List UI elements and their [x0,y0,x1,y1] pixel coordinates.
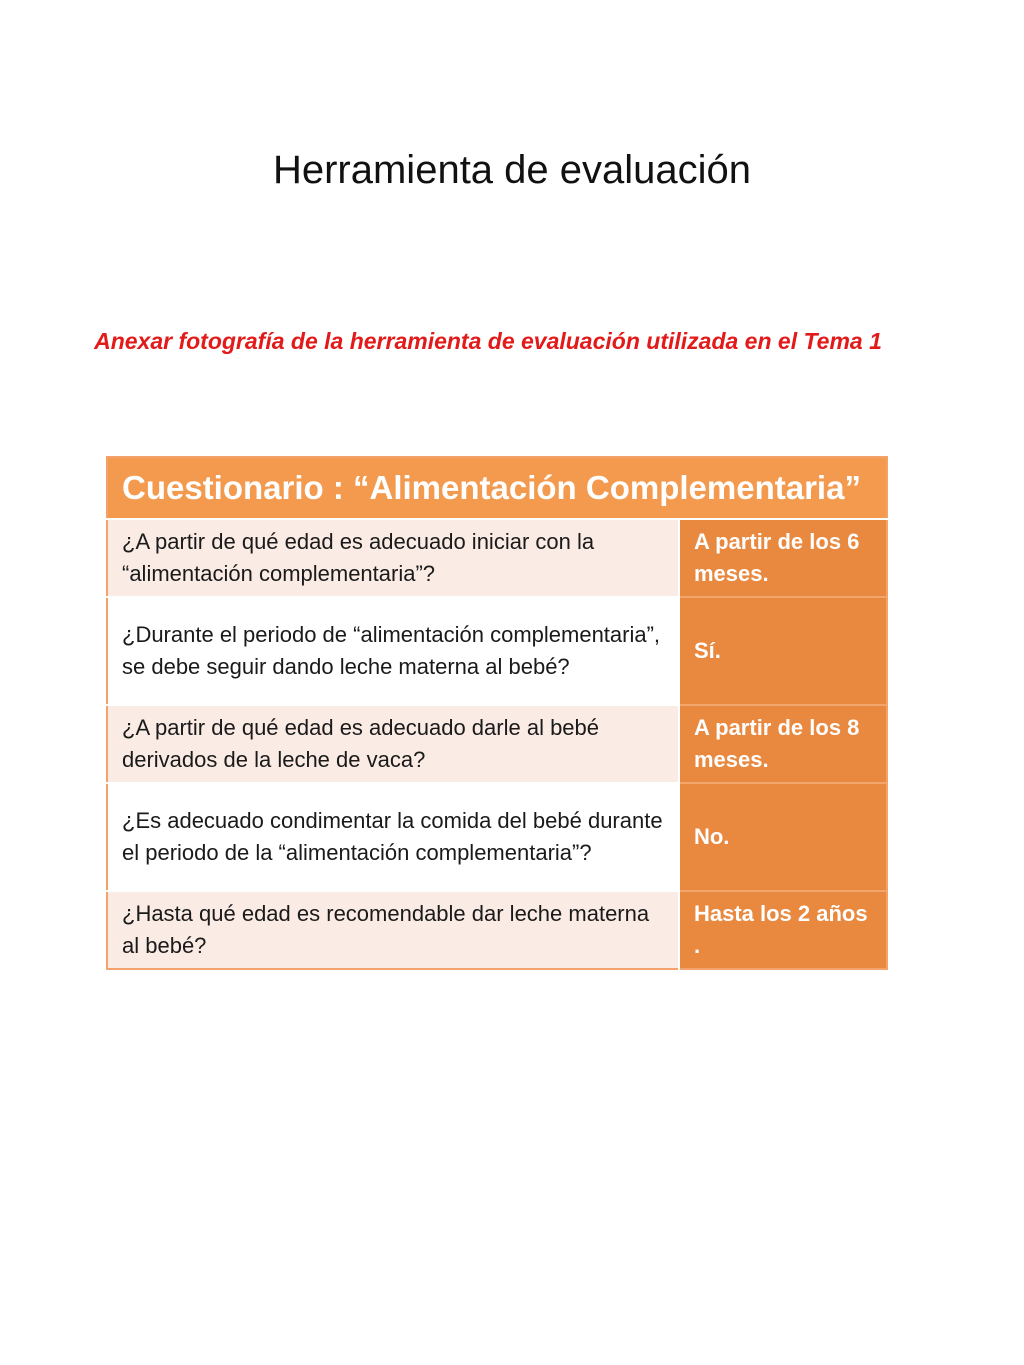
answer-cell: A partir de los 8 meses. [679,705,887,783]
questionnaire-table [106,456,888,970]
table-row [107,705,887,783]
page-title: Herramienta de evaluación [272,148,752,192]
question-cell: ¿A partir de qué edad es adecuado iniciar con la “alimentación complementaria”? [107,519,679,597]
questionnaire-header-row [107,457,887,519]
answer-cell: Hasta los 2 años . [679,891,887,969]
page-subtitle: Anexar fotografía de la herramienta de evaluación utilizada en el Tema 1 [94,328,882,354]
questionnaire-title: Cuestionario : “Alimentación Complementaria” [107,457,887,519]
table-row [107,519,887,597]
table-row [107,891,887,969]
answer-cell: No. [679,783,887,891]
question-cell: ¿Hasta qué edad es recomendable dar leche materna al bebé? [107,891,679,969]
question-cell: ¿Es adecuado condimentar la comida del bebé durante el periodo de la “alimentación complementaria”? [107,783,679,891]
question-cell: ¿Durante el periodo de “alimentación complementaria”, se debe seguir dando leche materna al bebé? [107,597,679,705]
question-cell: ¿A partir de qué edad es adecuado darle al bebé derivados de la leche de vaca? [107,705,679,783]
answer-cell: Sí. [679,597,887,705]
table-row [107,783,887,891]
answer-cell: A partir de los 6 meses. [679,519,887,597]
table-row [107,597,887,705]
